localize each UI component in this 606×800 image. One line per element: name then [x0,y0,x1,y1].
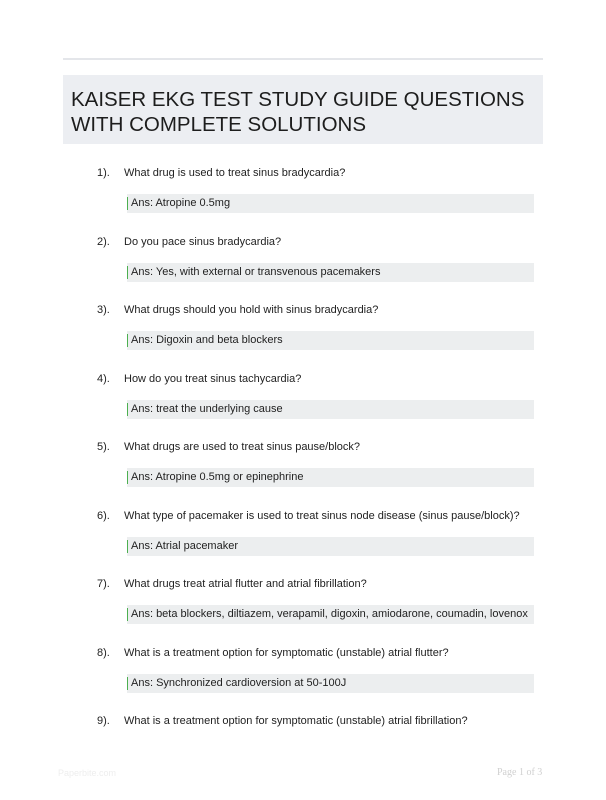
question-text: Do you pace sinus bradycardia? [124,235,282,248]
answer-box [127,537,534,556]
answer-text: Ans: Atropine 0.5mg [131,197,231,209]
question-text: What is a treatment option for symptomatic (unstable) atrial fibrillation? [124,715,468,727]
answer-marker [127,677,128,690]
question-text: What drug is used to treat sinus bradycardia? [124,167,346,179]
answer-marker [127,197,128,210]
answer-marker [127,334,128,347]
answer-text: Ans: Atrial pacemaker [131,539,238,552]
question-number: 2). [97,235,110,248]
question-number: 1). [97,167,110,179]
question-text: How do you treat sinus tachycardia? [124,372,302,385]
answer-marker [127,471,128,484]
question-number: 9). [97,715,110,727]
title-banner [63,75,543,144]
question-number: 7). [97,578,110,590]
question-text: What drugs are used to treat sinus pause/block? [124,441,361,453]
answer-text: Ans: Atropine 0.5mg or epinephrine [131,471,304,483]
answer-marker [127,608,128,621]
top-divider [63,58,543,60]
answer-marker [127,540,128,553]
question-number: 4). [97,372,110,385]
question-text: What type of pacemaker is used to treat sinus node disease (sinus pause/block)? [124,509,520,522]
answer-text: Ans: Yes, with external or transvenous pacemakers [131,265,381,278]
answer-box [127,263,534,282]
answer-box [127,400,534,419]
page-number: Page 1 of 3 [497,767,543,778]
answer-text: Ans: Digoxin and beta blockers [131,334,283,346]
page-title: KAISER EKG TEST STUDY GUIDE QUESTIONS WITH COMPLETE SOLUTIONS [71,88,525,136]
answer-box [127,194,534,213]
answer-text: Ans: treat the underlying cause [131,402,283,415]
question-number: 5). [97,441,110,453]
answer-box [127,468,534,487]
answer-box [127,605,534,624]
question-number: 6). [97,509,110,522]
question-number: 8). [97,646,110,659]
question-text: What is a treatment option for symptomatic (unstable) atrial flutter? [124,646,449,659]
answer-text: Ans: Synchronized cardioversion at 50-100J [131,676,347,689]
answer-text: Ans: beta blockers, diltiazem, verapamil, digoxin, amiodarone, coumadin, lovenox [131,608,528,620]
question-number: 3). [97,304,110,316]
answer-box [127,674,534,693]
footer-watermark: Paperbite.com [58,768,117,778]
answer-marker [127,266,128,279]
answer-marker [127,403,128,416]
question-text: What drugs should you hold with sinus bradycardia? [124,304,379,316]
question-text: What drugs treat atrial flutter and atrial fibrillation? [124,578,367,590]
answer-box [127,331,534,350]
